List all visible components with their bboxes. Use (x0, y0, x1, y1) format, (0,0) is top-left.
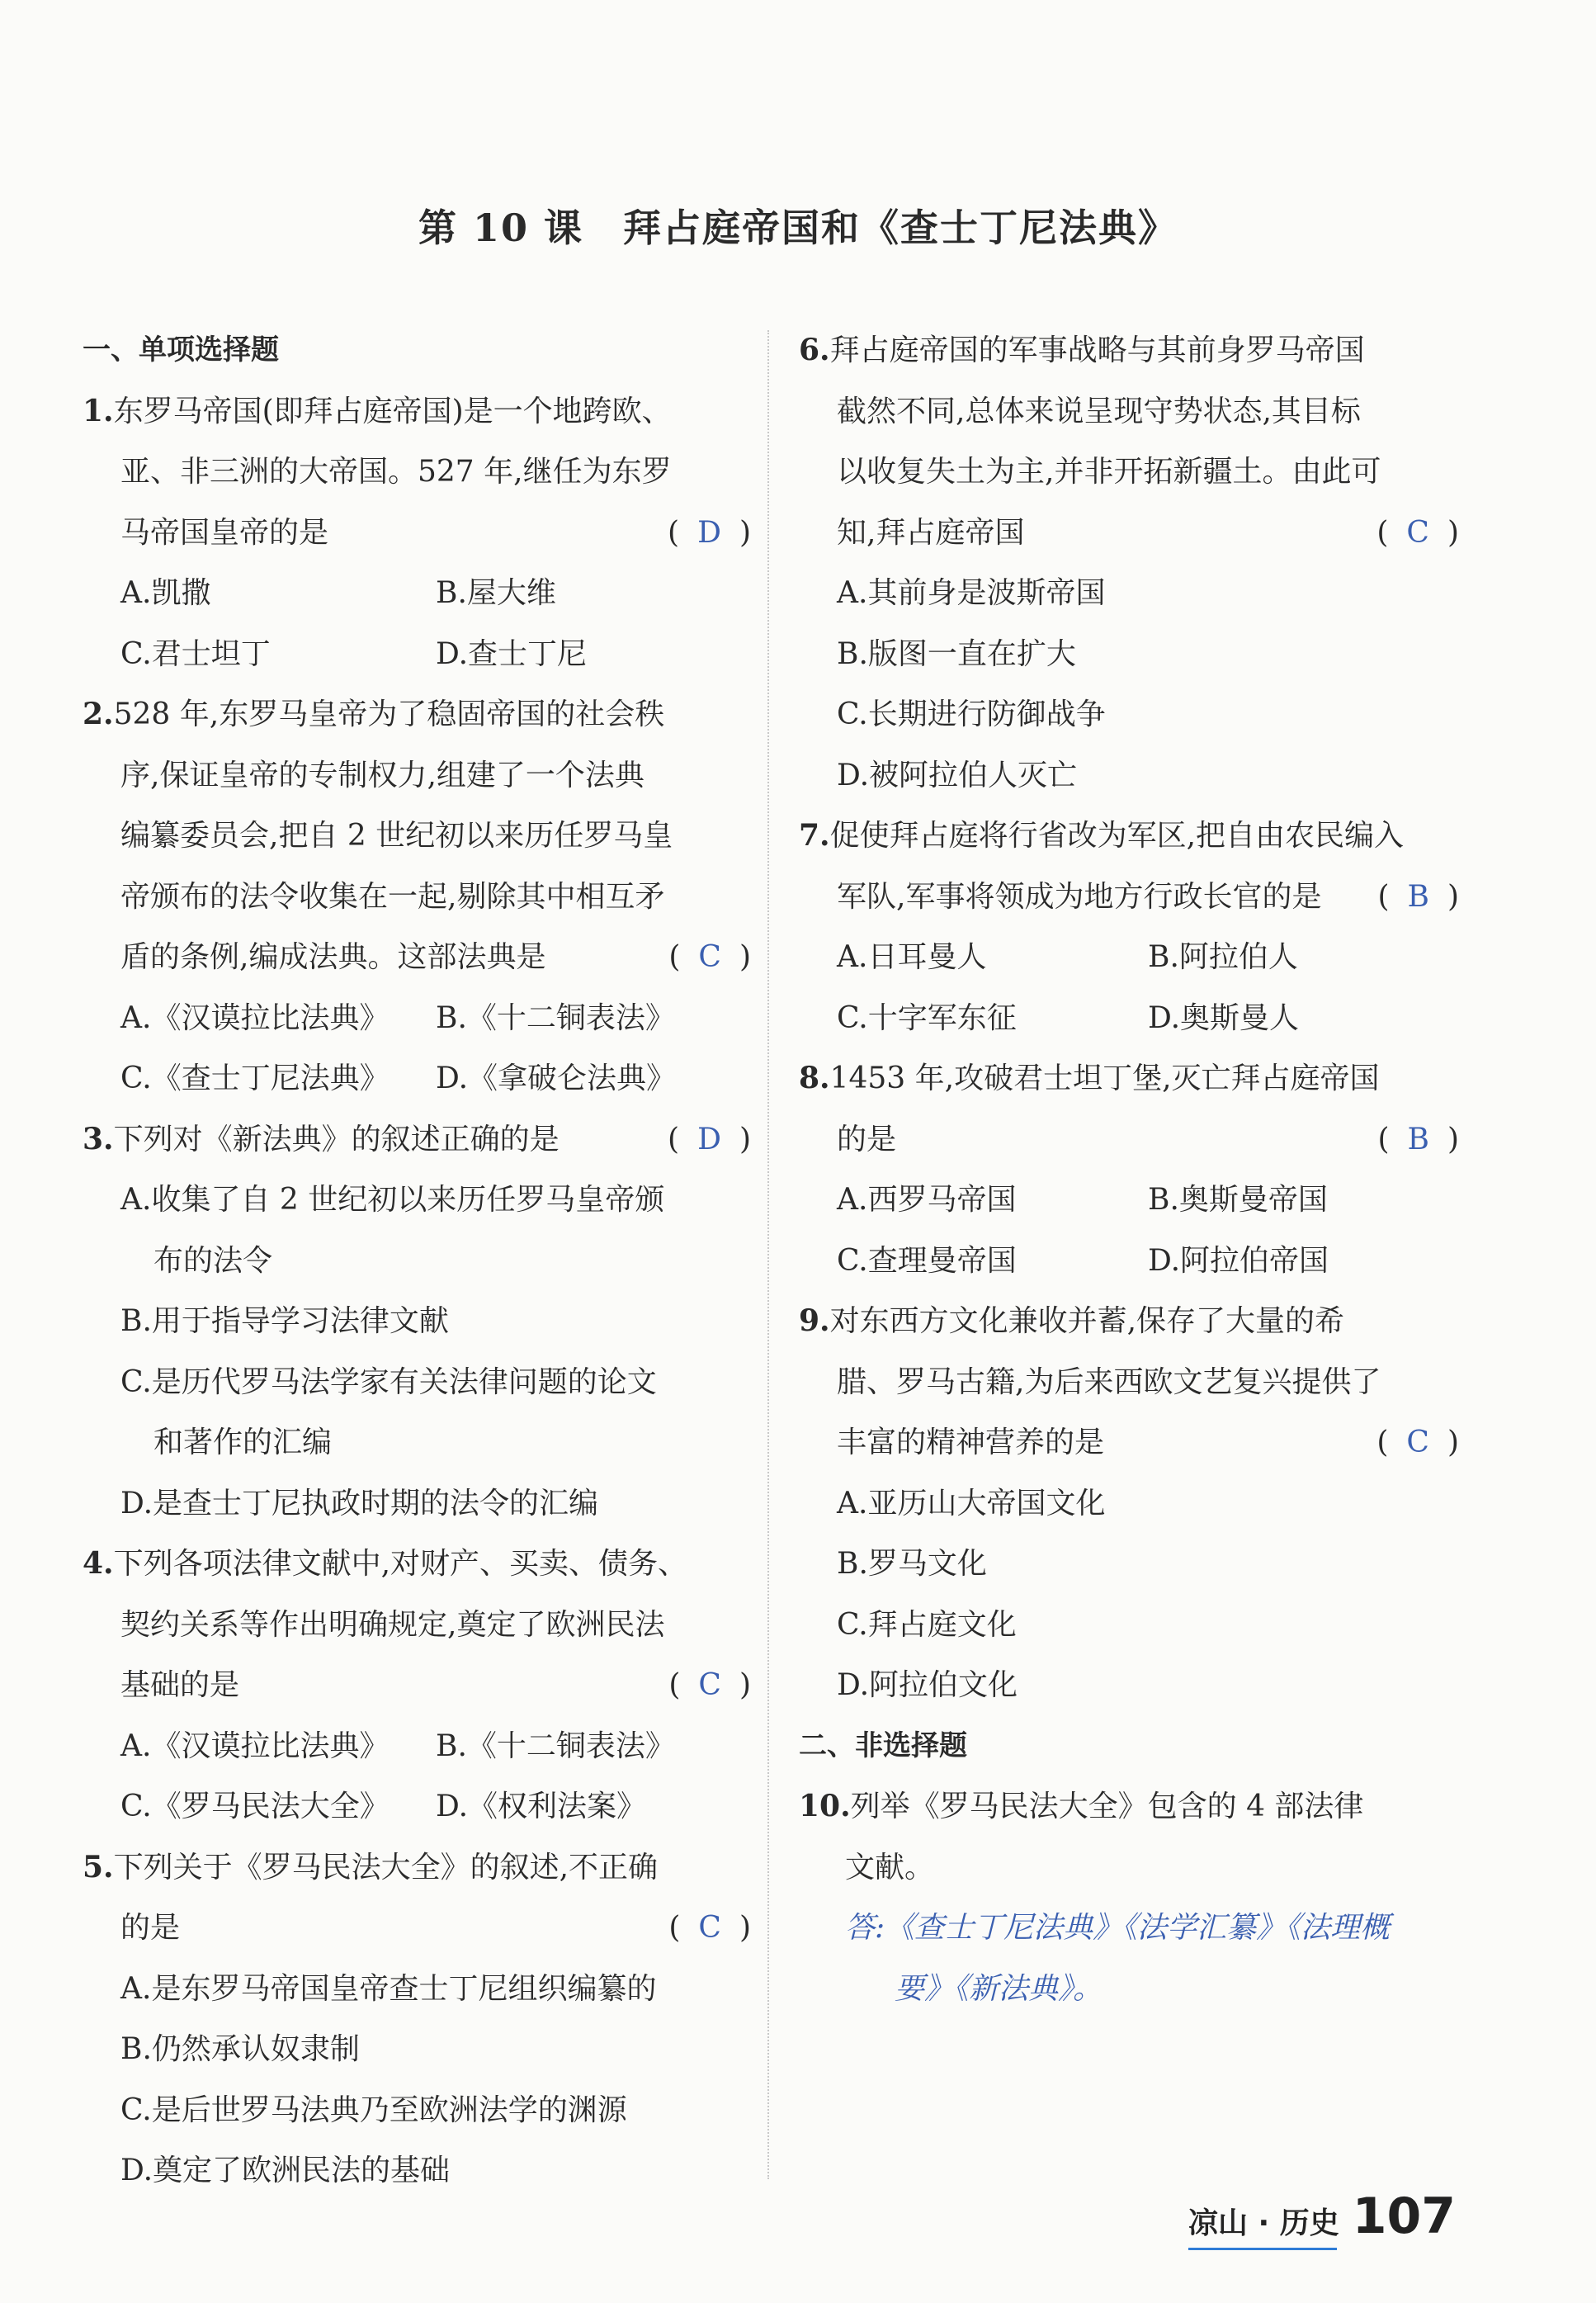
option-line: A.其前身是波斯帝国 (837, 576, 1106, 610)
answer-bracket (1377, 1109, 1459, 1170)
question-text: 编纂委员会,把自 2 世纪初以来历任罗马皇 (120, 819, 673, 853)
open-paren: ( (668, 940, 681, 974)
option-line: C.是后世罗马法典乃至欧洲法学的渊源 (120, 2093, 627, 2127)
question-text: 契约关系等作出明确规定,奠定了欧洲民法 (120, 1607, 665, 1642)
answer-letter: D (697, 1122, 721, 1156)
close-paren: ) (1447, 1122, 1459, 1156)
answer-bracket (1376, 503, 1459, 564)
option-line: B.用于指导学习法律文献 (120, 1304, 449, 1338)
option-line: B.罗马文化 (837, 1547, 987, 1581)
option-line: C.拜占庭文化 (837, 1607, 1017, 1642)
option-line: B.仍然承认奴隶制 (120, 2032, 360, 2066)
open-paren: ( (668, 1122, 680, 1156)
question-continuation (83, 1898, 751, 1959)
question-continuation (83, 867, 751, 928)
question-line (799, 1776, 1459, 1837)
question-text: 对东西方文化兼收并蓄,保存了大量的希 (829, 1304, 1345, 1338)
footer-underline (1188, 2248, 1337, 2250)
answer-letter: C (698, 940, 721, 974)
question-number: 6. (799, 333, 830, 367)
page-number: 107 (1352, 2187, 1456, 2245)
question-continuation (83, 745, 751, 806)
question-number: 9. (799, 1303, 830, 1338)
close-paren: ) (1447, 879, 1459, 914)
question-line (83, 1837, 751, 1899)
close-paren: ) (1447, 1426, 1459, 1459)
question-text: 列举《罗马民法大全》包含的 4 部法律 (850, 1790, 1364, 1823)
option-continuation: 布的法令 (153, 1243, 273, 1278)
option: B.屋大维 (436, 576, 556, 610)
option-line: D.奠定了欧洲民法的基础 (120, 2154, 451, 2187)
answer-letter: D (697, 515, 721, 550)
question-line (799, 1048, 1459, 1109)
question-continuation (83, 1595, 751, 1656)
question-line (83, 1109, 751, 1170)
question-text: 序,保证皇帝的专制权力,组建了一个法典 (120, 758, 645, 792)
option: C.查理曼帝国 (837, 1243, 1017, 1278)
question-line (83, 1534, 751, 1595)
close-paren: ) (739, 515, 751, 550)
question-text: 东罗马帝国(即拜占庭帝国)是一个地跨欧、 (113, 394, 672, 428)
option: C.《罗马民法大全》 (120, 1790, 390, 1823)
answer-text: 答:《查士丁尼法典》《法学汇纂》《法理概 (845, 1911, 1391, 1945)
option: D.查士丁尼 (436, 636, 588, 671)
option: C.《查士丁尼法典》 (120, 1062, 390, 1095)
question-continuation (799, 1352, 1459, 1413)
question-line (799, 1291, 1459, 1352)
option: A.《汉谟拉比法典》 (120, 1728, 390, 1763)
answer-letter: C (1406, 1426, 1429, 1459)
option: B.《十二铜表法》 (436, 1000, 675, 1035)
option-pair (799, 1231, 1459, 1292)
close-paren: ) (739, 1122, 751, 1156)
question-text: 帝颁布的法令收集在一起,剔除其中相互矛 (120, 879, 665, 914)
open-paren: ( (668, 515, 680, 550)
question-text: 腊、罗马古籍,为后来西欧文艺复兴提供了 (837, 1364, 1381, 1399)
answer-letter: C (698, 1911, 721, 1945)
question-line (83, 684, 751, 745)
column-divider (767, 330, 769, 2179)
answer-bracket (668, 1109, 751, 1170)
option-line: B.版图一直在扩大 (837, 636, 1076, 671)
question-text: 军队,军事将领成为地方行政长官的是 (837, 879, 1322, 914)
open-paren: ( (668, 1668, 681, 1702)
answer-bracket (668, 503, 751, 564)
section-heading: 二、非选择题 (799, 1728, 967, 1762)
question-text: 以收复失土为主,并非开拓新疆土。由此可 (837, 455, 1381, 489)
question-continuation (799, 381, 1459, 442)
question-continuation: 文献。 (845, 1850, 935, 1884)
close-paren: ) (739, 1911, 751, 1945)
option-pair (83, 988, 751, 1049)
question-number: 2. (83, 697, 114, 731)
question-continuation (83, 442, 751, 503)
question-number: 4. (83, 1546, 114, 1581)
question-text: 丰富的精神营养的是 (837, 1426, 1105, 1459)
question-number: 7. (799, 818, 830, 853)
question-continuation (799, 442, 1459, 503)
option: D.《拿破仑法典》 (436, 1062, 677, 1095)
answer-letter: B (1407, 879, 1429, 914)
left-column (83, 320, 751, 2201)
right-column (799, 320, 1459, 2019)
question-line (799, 806, 1459, 867)
answer-text: 要》《新法典》。 (895, 1971, 1103, 2006)
option: A.西罗马帝国 (837, 1183, 1017, 1217)
question-text: 的是 (120, 1911, 181, 1945)
close-paren: ) (1447, 515, 1459, 550)
question-number: 3. (83, 1121, 114, 1156)
option: D.《权利法案》 (436, 1790, 647, 1823)
question-text: 拜占庭帝国的军事战略与其前身罗马帝国 (829, 333, 1365, 367)
question-continuation (83, 503, 751, 564)
option-line: D.阿拉伯文化 (837, 1668, 1018, 1702)
open-paren: ( (668, 1911, 681, 1945)
question-text: 1453 年,攻破君士坦丁堡,灭亡拜占庭帝国 (829, 1062, 1380, 1095)
question-text: 下列对《新法典》的叙述正确的是 (113, 1122, 560, 1156)
question-text: 亚、非三洲的大帝国。527 年,继任为东罗 (120, 455, 672, 489)
option: D.奥斯曼人 (1148, 1000, 1300, 1035)
question-continuation (83, 806, 751, 867)
question-text: 下列关于《罗马民法大全》的叙述,不正确 (113, 1850, 659, 1884)
option-line: A.亚历山大帝国文化 (837, 1486, 1106, 1520)
question-line (83, 381, 751, 442)
option: B.《十二铜表法》 (436, 1728, 675, 1763)
question-line (799, 320, 1459, 381)
option-pair (83, 624, 751, 685)
page-footer (1188, 2187, 1456, 2245)
option-line: D.是查士丁尼执政时期的法令的汇编 (120, 1486, 599, 1520)
question-number: 5. (83, 1849, 114, 1884)
option-line: D.被阿拉伯人灭亡 (837, 758, 1078, 792)
answer-bracket (1376, 1412, 1459, 1473)
option-line: A.收集了自 2 世纪初以来历任罗马皇帝颁 (120, 1183, 665, 1217)
option-line: C.长期进行防御战争 (837, 698, 1106, 731)
option-pair (799, 988, 1459, 1049)
question-text: 的是 (837, 1122, 897, 1156)
question-continuation (799, 867, 1459, 928)
close-paren: ) (739, 940, 751, 974)
answer-bracket (668, 1655, 751, 1716)
option: A.日耳曼人 (837, 940, 987, 974)
option-pair (83, 1048, 751, 1109)
option: B.阿拉伯人 (1148, 940, 1298, 974)
close-paren: ) (739, 1668, 751, 1702)
question-text: 基础的是 (120, 1668, 240, 1702)
option-line: C.是历代罗马法学家有关法律问题的论文 (120, 1364, 657, 1399)
open-paren: ( (1377, 879, 1390, 914)
section-heading: 一、单项选择题 (83, 333, 279, 366)
question-text: 盾的条例,编成法典。这部法典是 (120, 940, 546, 974)
footer-brand: 凉山 · 历史 (1188, 2206, 1339, 2240)
question-text: 下列各项法律文献中,对财产、买卖、债务、 (113, 1547, 688, 1581)
question-continuation (83, 927, 751, 988)
question-continuation (799, 1109, 1459, 1170)
question-text: 截然不同,总体来说呈现守势状态,其目标 (837, 394, 1361, 428)
option: D.阿拉伯帝国 (1148, 1243, 1329, 1278)
question-continuation (799, 1412, 1459, 1473)
question-text: 528 年,东罗马皇帝为了稳固帝国的社会秩 (113, 698, 665, 731)
option-continuation: 和著作的汇编 (153, 1426, 333, 1459)
question-text: 知,拜占庭帝国 (837, 515, 1025, 550)
option-pair (83, 1716, 751, 1777)
answer-letter: B (1407, 1122, 1429, 1156)
question-text: 马帝国皇帝的是 (120, 515, 329, 550)
option-pair (799, 1170, 1459, 1231)
answer-letter: C (698, 1668, 721, 1702)
option-pair (799, 927, 1459, 988)
open-paren: ( (1377, 1122, 1390, 1156)
option: C.十字军东征 (837, 1000, 1017, 1035)
question-continuation (799, 503, 1459, 564)
answer-letter: C (1406, 515, 1429, 550)
option: A.《汉谟拉比法典》 (120, 1000, 390, 1035)
option-pair (83, 1776, 751, 1837)
question-text: 促使拜占庭将行省改为军区,把自由农民编入 (829, 819, 1405, 853)
question-number: 8. (799, 1061, 830, 1095)
option: A.凯撒 (120, 576, 211, 610)
question-number: 1. (83, 393, 114, 428)
option: C.君士坦丁 (120, 636, 271, 671)
option-pair (83, 563, 751, 624)
option: B.奥斯曼帝国 (1148, 1183, 1328, 1217)
open-paren: ( (1376, 1426, 1389, 1459)
page-title: 第 10 课 拜占庭帝国和《查士丁尼法典》 (418, 206, 1178, 250)
option-line: A.是东罗马帝国皇帝查士丁尼组织编纂的 (120, 1971, 657, 2006)
open-paren: ( (1376, 515, 1389, 550)
question-continuation (83, 1655, 751, 1716)
answer-bracket (668, 1898, 751, 1959)
answer-bracket (1377, 867, 1459, 928)
answer-bracket (668, 927, 751, 988)
question-number: 10. (799, 1789, 851, 1823)
